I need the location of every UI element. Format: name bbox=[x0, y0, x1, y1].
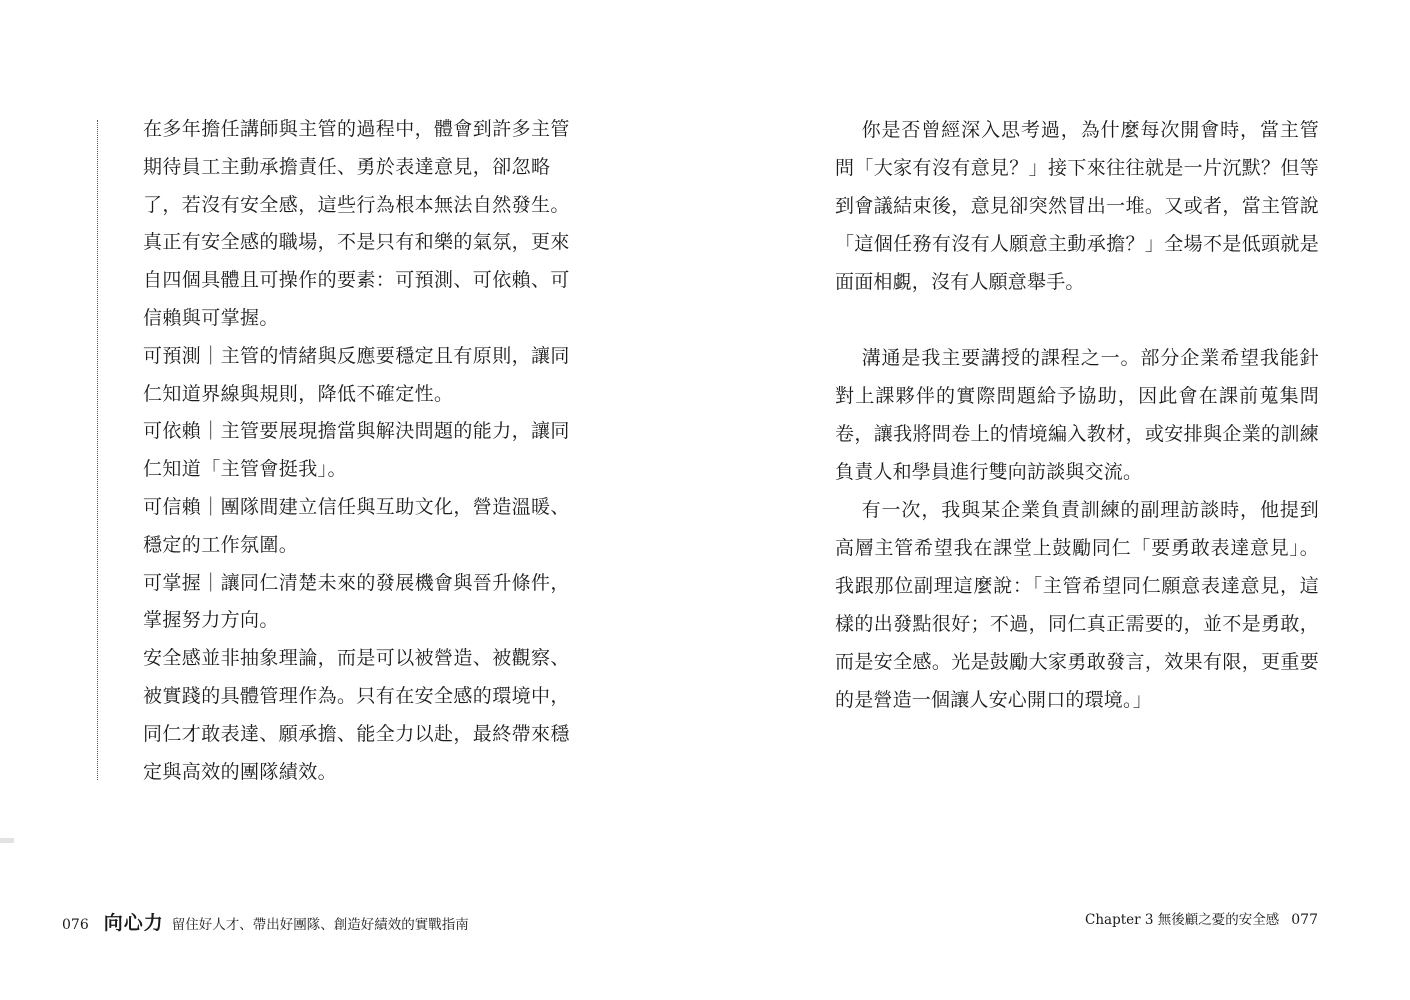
edge-mark bbox=[0, 838, 14, 843]
book-subtitle: 留住好人才、帶出好團隊、創造好績效的實戰指南 bbox=[171, 917, 469, 933]
sidebar-box-text bbox=[143, 111, 583, 791]
body-paragraph-1: 你是否曾經深入思考過，為什麼每次開會時，當主管問「大家有沒有意見？」接下來往往就是一片沉默？但等到會議結束後，意見卻突然冒出一堆。又或者，當主管說「這個任務有沒有人願意主動承擔？」全場不是低頭就是面面相覷，沒有人願意舉手。 bbox=[835, 119, 1319, 293]
element-trustworthy: 可信賴｜團隊間建立信任與互助文化，營造溫暖、穩定的工作氛圍。 bbox=[143, 495, 570, 556]
right-footer bbox=[1085, 908, 1318, 928]
left-footer bbox=[62, 908, 469, 935]
element-controllable: 可掌握｜讓同仁清楚未來的發展機會與晉升條件，掌握努力方向。 bbox=[143, 571, 570, 632]
element-predictable: 可預測｜主管的情緒與反應要穩定且有原則，讓同仁知道界線與規則，降低不確定性。 bbox=[143, 344, 570, 405]
chapter-title: Chapter 3 無後顧之憂的安全感 bbox=[1085, 912, 1280, 928]
body-text bbox=[835, 111, 1319, 719]
left-page-number: 076 bbox=[62, 917, 89, 933]
right-page-number: 077 bbox=[1291, 912, 1318, 928]
intro-paragraph: 在多年擔任講師與主管的過程中，體會到許多主管期待員工主動承擔責任、勇於表達意見，卻忽略了，若沒有安全感，這些行為根本無法自然發生。真正有安全感的職場，不是只有和樂的氣氛，更來自四個具體且可操作的要素：可預測、可依賴、可信賴與可掌握。 bbox=[143, 118, 570, 329]
paragraph-gap bbox=[835, 301, 1319, 339]
element-dependable: 可依賴｜主管要展現擔當與解決問題的能力，讓同仁知道「主管會挺我」。 bbox=[143, 420, 570, 481]
dotted-divider bbox=[97, 120, 98, 780]
body-paragraph-2: 溝通是我主要講授的課程之一。部分企業希望我能針對上課夥伴的實際問題給予協助，因此會在課前蒐集問卷，讓我將問卷上的情境編入教材，或安排與企業的訓練負責人和學員進行雙向訪談與交流。 bbox=[835, 347, 1319, 483]
book-title: 向心力 bbox=[103, 912, 164, 934]
body-paragraph-3: 有一次，我與某企業負責訓練的副理訪談時，他提到高層主管希望我在課堂上鼓勵同仁「要勇敢表達意見」。我跟那位副理這麼說：「主管希望同仁願意表達意見，這樣的出發點很好；不過，同仁真正需要的，並不是勇敢，而是安全感。光是鼓勵大家勇敢發言，效果有限，更重要的是營造一個讓人安心開口的環境。」 bbox=[835, 499, 1319, 711]
conclusion-paragraph: 安全感並非抽象理論，而是可以被營造、被觀察、被實踐的具體管理作為。只有在安全感的環境中，同仁才敢表達、願承擔、能全力以赴，最終帶來穩定與高效的團隊績效。 bbox=[143, 647, 570, 783]
right-page bbox=[705, 0, 1410, 1000]
